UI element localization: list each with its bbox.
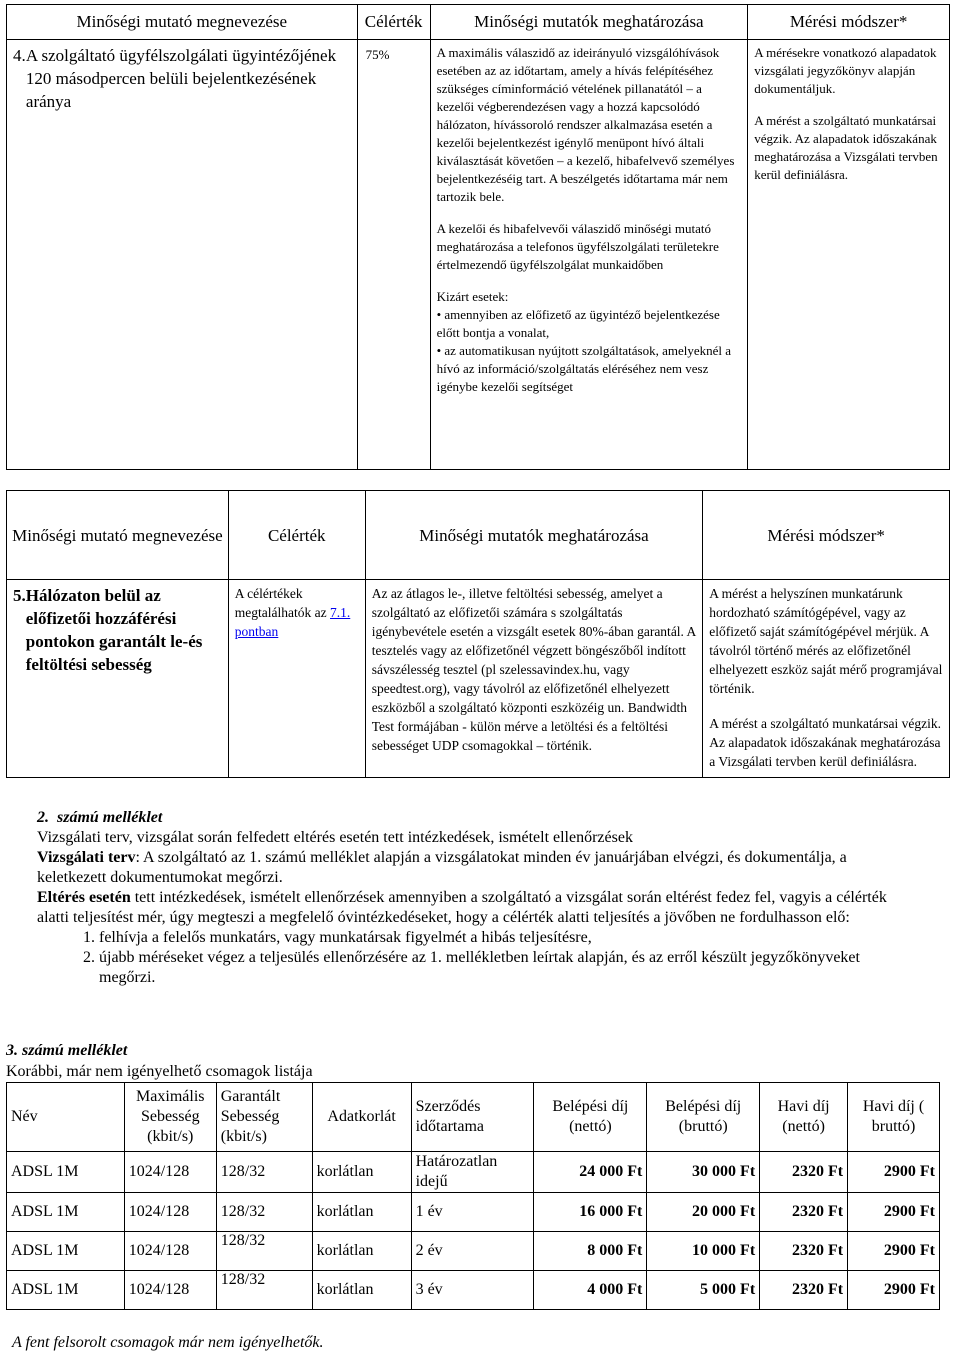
cell-contract-term: Határozatlan idejű — [411, 1152, 534, 1193]
deviation-paragraph — [37, 888, 917, 928]
table-row — [7, 580, 950, 778]
cell-contract-term: 3 év — [411, 1271, 534, 1310]
packages-table — [6, 1082, 940, 1310]
annex-3-subtitle: Korábbi, már nem igényelhető csomagok listája — [6, 1063, 313, 1080]
cell-monthly-fee-net: 2320 Ft — [760, 1271, 848, 1310]
cell-monthly-fee-gross: 2900 Ft — [848, 1232, 940, 1271]
method-cell — [748, 40, 950, 470]
cell-monthly-fee-gross: 2900 Ft — [848, 1193, 940, 1232]
plan-paragraph — [37, 848, 917, 888]
indicator-name: Hálózaton belül az előfizetői hozzáférési pontokon garantált le-és feltöltési sebesség — [25, 586, 203, 674]
list-item: 1. felhívja a felelős munkatárs, vagy munkatársak figyelmét a hibás teljesítésre, — [99, 928, 917, 948]
target-value-text: 75% — [365, 47, 390, 62]
plan-label: Vizsgálati terv — [37, 849, 136, 866]
cell-guaranteed-speed — [216, 1271, 312, 1310]
cell-entry-fee-gross: 10 000 Ft — [647, 1232, 760, 1271]
target-link[interactable]: 7.1. pontban — [234, 605, 351, 639]
table-header-row — [7, 1083, 940, 1152]
cell-data-limit: korlátlan — [312, 1152, 411, 1193]
cell-entry-fee-gross: 5 000 Ft — [647, 1271, 760, 1310]
cell-data-limit: korlátlan — [312, 1271, 411, 1310]
list-item: 2. újabb méréseket végez a teljesülés ellenőrzésére az 1. mellékletben leírtak alapján, és az erről készült jegyzőkönyveket megőrzi. — [99, 948, 917, 988]
indicator-name-cell — [7, 40, 358, 470]
header-entry-fee-gross: Belépési díj (bruttó) — [647, 1083, 760, 1152]
method-paragraph: A mérést a helyszínen munkatárunk hordozható számítógépével, vagy az előfizető saját számítógépével mérjük. A távolról történő mérés az előfizetőnél elhelyezett eszköz saját mérő programjával történik. — [709, 586, 943, 696]
header-indicator-name: Minőségi mutató megnevezése — [7, 491, 229, 580]
cell-entry-fee-net: 24 000 Ft — [534, 1152, 647, 1193]
header-entry-fee-net: Belépési díj (nettó) — [534, 1083, 647, 1152]
cell-monthly-fee-net: 2320 Ft — [760, 1232, 848, 1271]
target-cell — [228, 580, 365, 778]
header-target: Célérték — [357, 5, 430, 40]
deviation-label: Eltérés esetén — [37, 889, 131, 906]
cell-max-speed: 1024/128 — [124, 1152, 216, 1193]
table-row — [7, 1232, 940, 1271]
definition-paragraph: A maximális válaszidő az ideirányuló vizsgálóhívások esetében az az időtartam, amely a hívás felépítéséhez szükséges címinformáció vételének pillanatától – a kezelői végberendezésen vagy a hozzá kapcsolódó hálózaton, hívássoroló rendszer alkalmazása esetén a kezelői bejelentkezést igénylő menüpont hívó általi kiválasztását követően – a kezelő, hibafelvevő személyes bejelentkezéséig tart. A beszélgetés időtartama már nem tartozik bele. — [436, 45, 735, 204]
cell-monthly-fee-net: 2320 Ft — [760, 1193, 848, 1232]
table-row — [7, 1271, 940, 1310]
table-header-row — [7, 491, 950, 580]
header-target: Célérték — [228, 491, 365, 580]
header-monthly-fee-net: Havi díj (nettó) — [760, 1083, 848, 1152]
excluded-title: Kizárt esetek: — [436, 289, 509, 304]
target-value — [357, 40, 430, 470]
cell-name: ADSL 1M — [7, 1152, 125, 1193]
cell-entry-fee-net: 16 000 Ft — [534, 1193, 647, 1232]
plan-text: : A szolgáltató az 1. számú melléklet alapján a vizsgálatokat minden év januárjában elvégzi, és dokumentálja, a keletkezett dokumentumokat megőrzi. — [37, 849, 847, 886]
cell-monthly-fee-net: 2320 Ft — [760, 1152, 848, 1193]
annex-2-number: 2. — [37, 809, 49, 826]
annex-2-title — [37, 808, 917, 828]
steps-list — [37, 928, 917, 988]
table-header-row — [7, 5, 950, 40]
cell-guaranteed-speed-text: 128/32 — [220, 1271, 266, 1288]
footnote: A fent felsorolt csomagok már nem igényelhetők. — [12, 1334, 324, 1351]
header-contract-term: Szerződés időtartama — [411, 1083, 534, 1152]
method-paragraph: A mérésekre vonatkozó alapadatok vizsgálati jegyzőkönyv alapján dokumentáljuk. — [754, 45, 937, 96]
cell-name: ADSL 1M — [7, 1271, 125, 1310]
cell-guaranteed-speed — [216, 1232, 312, 1271]
excluded-item: • az automatikusan nyújtott szolgáltatások, amelyeknél a hívó az információ/szolgáltatás eléréséhez nem vesz igénybe kezelői segítséget — [436, 343, 732, 394]
annex-3-title: 3. számú melléklet — [6, 1042, 128, 1059]
method-paragraph: A mérést a szolgáltató munkatársai végzik. Az alapadatok időszakának meghatározása a Vizsgálati tervben kerül definiálásra. — [754, 113, 938, 182]
cell-contract-term: 2 év — [411, 1232, 534, 1271]
cell-monthly-fee-gross: 2900 Ft — [848, 1152, 940, 1193]
table-row — [7, 40, 950, 470]
cell-entry-fee-net: 8 000 Ft — [534, 1232, 647, 1271]
header-monthly-fee-gross: Havi díj ( bruttó) — [848, 1083, 940, 1152]
header-method: Mérési módszer* — [703, 491, 950, 580]
definition-paragraph: Az az átlagos le-, illetve feltöltési sebesség, amelyet a szolgáltató az előfizetői számára s szolgáltatás igénybevétele esetén a vizsgált esetek 80%-ában garantál. A tesztelés vagy az előfizetőnél végzett böngészőből indított sávszélesség tesztel (pl szelessavindex.hu, vagy speedtest.org), vagy távolról az előfizetőnél elhelyezett eszközből a szolgáltató központi eszközéig un. Bandwidth Test formájában - külön mérve a letöltési és a feltöltési sebességet UDP csomagokkal – történik. — [371, 586, 696, 753]
definition-cell — [365, 580, 703, 778]
cell-monthly-fee-gross: 2900 Ft — [848, 1271, 940, 1310]
table-row — [7, 1152, 940, 1193]
header-definition: Minőségi mutatók meghatározása — [365, 491, 703, 580]
quality-table-5 — [6, 490, 950, 778]
header-max-speed: Maximális Sebesség (kbit/s) — [124, 1083, 216, 1152]
annex-2-subtitle: Vizsgálati terv, vizsgálat során felfedett eltérés esetén tett intézkedések, ismételt ellenőrzések — [37, 829, 633, 846]
cell-guaranteed-speed: 128/32 — [216, 1152, 312, 1193]
cell-max-speed: 1024/128 — [124, 1232, 216, 1271]
annex-2-title-text: számú melléklet — [57, 809, 163, 826]
target-text: A célértékek megtalálhatók az — [234, 586, 327, 620]
method-cell — [703, 580, 950, 778]
header-data-limit: Adatkorlát — [312, 1083, 411, 1152]
header-definition: Minőségi mutatók meghatározása — [430, 5, 748, 40]
cell-data-limit: korlátlan — [312, 1193, 411, 1232]
cell-guaranteed-speed-text: 128/32 — [220, 1232, 266, 1249]
definition-paragraph: A kezelői és hibafelvevői válaszidő minőségi mutató meghatározása a telefonos ügyfélszolgálati területekre értelmezendő ügyfélszolgálat munkaidőben — [436, 221, 719, 272]
cell-entry-fee-net: 4 000 Ft — [534, 1271, 647, 1310]
cell-contract-term: 1 év — [411, 1193, 534, 1232]
indicator-number: 4. — [13, 46, 26, 65]
cell-name: ADSL 1M — [7, 1193, 125, 1232]
quality-table-4 — [6, 4, 950, 470]
indicator-number: 5. — [13, 586, 26, 605]
cell-entry-fee-gross: 20 000 Ft — [647, 1193, 760, 1232]
table-row — [7, 1193, 940, 1232]
indicator-name: A szolgáltató ügyfélszolgálati ügyintézőjének 120 másodpercen belüli bejelentkezésének aránya — [25, 46, 337, 111]
excluded-item: • amennyiben az előfizető az ügyintéző bejelentkezése előtt bontja a vonalat, — [436, 307, 720, 340]
cell-guaranteed-speed: 128/32 — [216, 1193, 312, 1232]
cell-name: ADSL 1M — [7, 1232, 125, 1271]
indicator-name-cell — [7, 580, 229, 778]
header-guaranteed-speed: Garantált Sebesség (kbit/s) — [216, 1083, 312, 1152]
header-name: Név — [7, 1083, 125, 1152]
annex-2-section — [37, 808, 917, 988]
cell-max-speed: 1024/128 — [124, 1271, 216, 1310]
cell-entry-fee-gross: 30 000 Ft — [647, 1152, 760, 1193]
header-method: Mérési módszer* — [748, 5, 950, 40]
method-paragraph: A mérést a szolgáltató munkatársai végzik. Az alapadatok időszakának meghatározása a Vizsgálati tervben kerül definiálásra. — [709, 716, 941, 769]
cell-data-limit: korlátlan — [312, 1232, 411, 1271]
deviation-text: tett intézkedések, ismételt ellenőrzések amennyiben a szolgáltató a vizsgálat során eltérést fedez fel, vagyis a célérték alatti teljesítést mér, úgy megteszi a megfelelő óvintézkedéseket, hogy a célérték alatti teljesítés a jövőben ne fordulhasson elő: — [37, 889, 887, 926]
header-indicator-name: Minőségi mutató megnevezése — [7, 5, 358, 40]
cell-max-speed: 1024/128 — [124, 1193, 216, 1232]
definition-cell — [430, 40, 748, 470]
